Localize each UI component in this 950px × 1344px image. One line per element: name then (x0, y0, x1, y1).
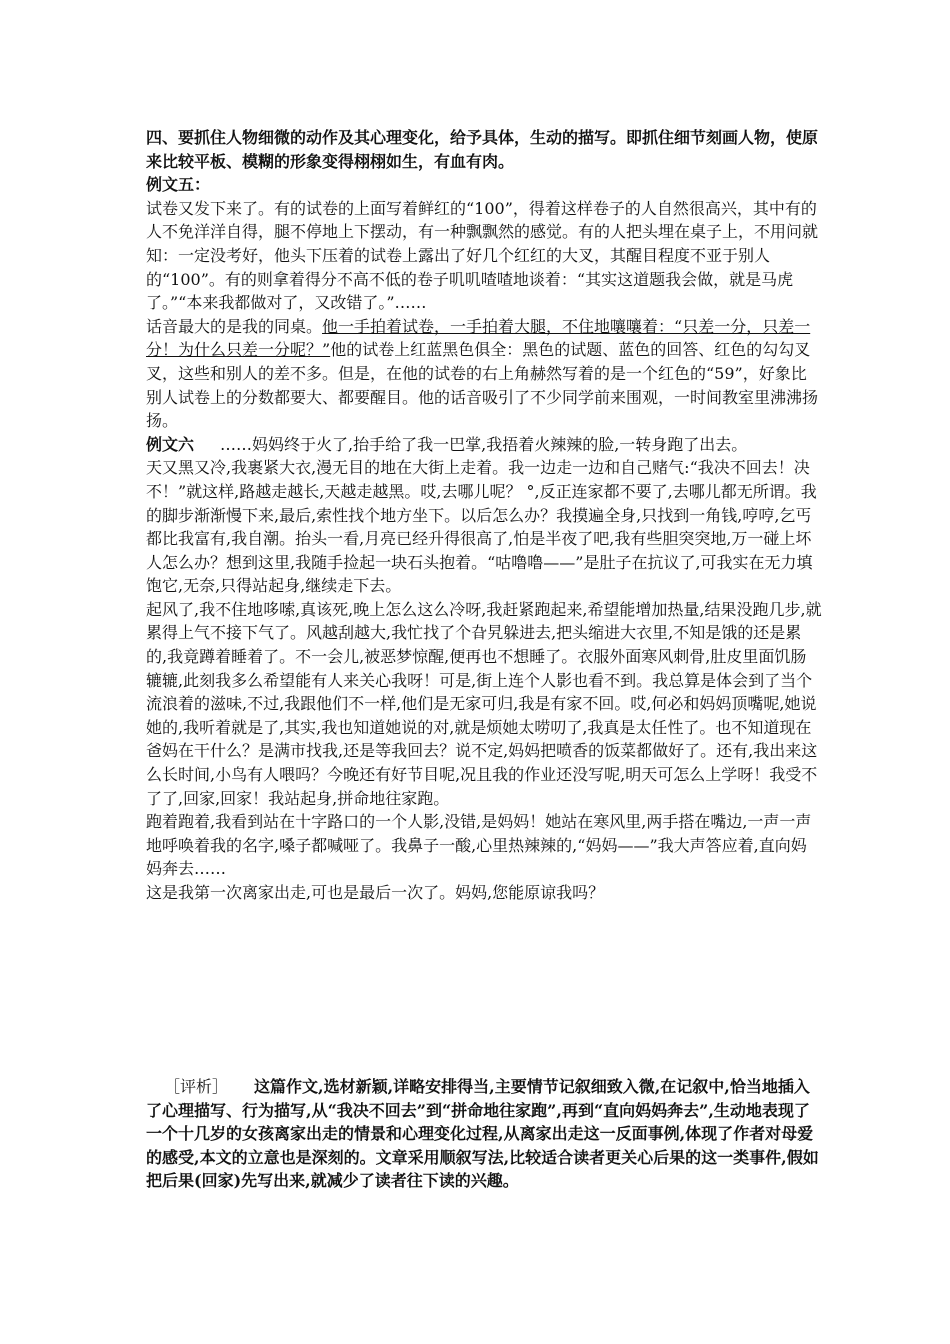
example-6-paragraph-4: 这是我第一次离家出走,可也是最后一次了。妈妈,您能原谅我吗？ (146, 883, 605, 902)
review-block (146, 1075, 822, 1193)
example-6-paragraph-1: 天又黑又冷,我裹紧大衣,漫无目的地在大街上走着。我一边走一边和自己赌气:“我决不回去！决不！”就这样,路越走越长,天越走越黑。哎,去哪儿呢？ °,反正连家都不要了,去哪儿都无所谓。我的脚步渐渐慢下来,最后,索性找个地方坐下。以后怎么办？我摸遍全身,只找到一角钱,哼哼,乞丐都比我富有,我自潮。抬头一看,月亮已经升得很高了,怕是半夜了吧,我有些胆突突地,万一碰上坏人怎么办？想到这里,我随手捡起一块石头抱着。“咕噜噜——”是肚子在抗议了,可我实在无力填饱它,无奈,只得站起身,继续走下去。 (146, 458, 817, 596)
example-6-intro (146, 433, 822, 457)
underlined-sentence: 他一手拍着试卷，一手拍着大腿，不住地嚷嚷着：“只差一分，只差一分！为什么只差一分呢？” (146, 316, 811, 360)
review-label: ［评析］ (164, 1077, 229, 1096)
review-paragraph (146, 1075, 822, 1193)
review-text: 这篇作文,选材新颖,详略安排得当,主要情节记叙细致入微,在记叙中,恰当地插入了心理描写、行为描写,从“我决不回去”到“拼命地往家跑”,再到“直向妈妈奔去”,生动地表现了一个十几岁的女孩离家出走的情景和心理变化过程,从离家出走这一反面事例,体现了作者对母爱的感受,本文的立意也是深刻的。文章采用顺叙写法,比较适合读者更关心后果的这一类事件,假如把后果(回家)先写出来,就减少了读者往下读的兴趣。 (146, 1077, 819, 1191)
example-5-paragraph-2-start: 话音最大的是我的同桌。 (146, 316, 323, 336)
example-5-label: 例文五： (146, 175, 211, 195)
example-6-intro-text: ……妈妈终于火了,抬手给了我一巴掌,我捂着火辣辣的脸,一转身跑了出去。 (220, 434, 748, 454)
main-text (146, 126, 822, 905)
example-5-paragraph-2-end: 他的试卷上红蓝黑色俱全：黑色的试题、蓝色的回答、红色的勾勾叉叉，这些和别人的差不多。但是，在他的试卷的右上角赫然写着的是一个红色的“59”，好象比别人试卷上的分数都要大、都要醒目。他的话音吸引了不少同学前来围观，一时间教室里沸沸扬扬。 (146, 340, 819, 431)
section-heading: 四、要抓住人物细微的动作及其心理变化，给予具体，生动的描写。即抓住细节刻画人物，使原来比较平板、模糊的形象变得栩栩如生，有血有肉。 (146, 128, 819, 171)
example-6-paragraph-3: 跑着跑着,我看到站在十字路口的一个人影,没错,是妈妈！她站在寒风里,两手搭在嘴边,一声一声地呼唤着我的名字,嗓子都喊哑了。我鼻子一酸,心里热辣辣的,“妈妈——”我大声答应着,直向妈妈奔去…… (146, 812, 812, 879)
example-5-paragraph-1: 试卷又发下来了。有的试卷的上面写着鲜红的“100”，得着这样卷子的人自然很高兴，其中有的人不免洋洋自得，腿不停地上下摆动，有一种飘飘然的感觉。有的人把头埋在桌子上，不用问就知：一定没考好，他头下压着的试卷上露出了好几个红红的大叉，其醒目程度不亚于别人的“100”。有的则拿着得分不高不低的卷子叽叽喳喳地谈着：“其实这道题我会做，就是马虎了。”“本来我都做对了，又改错了。”…… (146, 198, 819, 313)
example-5-paragraph-2 (146, 315, 822, 433)
example-6-label: 例文六 (146, 434, 195, 454)
example-6-paragraph-2: 起风了,我不住地哆嗦,真该死,晚上怎么这么冷呀,我赶紧跑起来,希望能增加热量,结果没跑几步,就累得上气不接下气了。风越刮越大,我忙找了个旮旯躲进去,把头缩进大衣里,不知是饿的还是累的,我竟蹲着睡着了。不一会儿,被恶梦惊醒,便再也不想睡了。衣服外面寒风刺骨,肚皮里面饥肠辘辘,此刻我多么希望能有人来关心我呀！可是,街上连个人影也看不到。我总算是体会到了当个流浪着的滋味,不过,我跟他们不一样,他们是无家可归,我是有家不回。哎,何必和妈妈顶嘴呢,她说她的,我听着就是了,其实,我也知道她说的对,就是烦她太唠叨了,我真是太任性了。也不知道现在爸妈在干什么？是满市找我,还是等我回去？说不定,妈妈把喷香的饭菜都做好了。还有,我出来这么长时间,小鸟有人喂吗？今晚还有好节目呢,况且我的作业还没写呢,明天可怎么上学呀！我受不了了,回家,回家！我站起身,拼命地往家跑。 (146, 599, 822, 808)
